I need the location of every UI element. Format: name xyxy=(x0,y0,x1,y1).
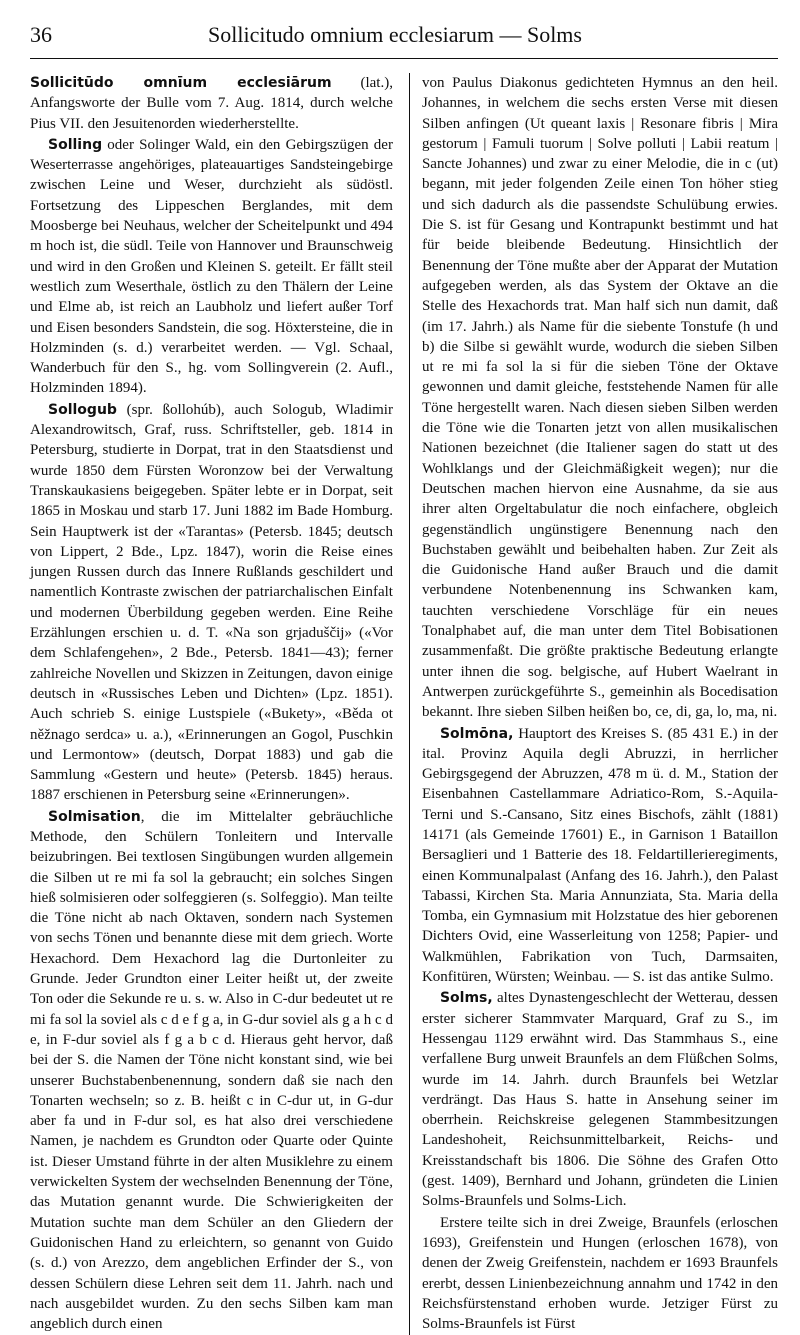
entry-headword: Solling xyxy=(48,136,103,153)
page-number: 36 xyxy=(30,22,52,47)
dictionary-entry xyxy=(30,135,393,399)
running-title: Sollicitudo omnium ecclesiarum — Solms xyxy=(208,22,582,47)
entry-headword: Solmisation xyxy=(48,808,141,825)
page-header xyxy=(30,22,778,59)
right-column xyxy=(409,73,778,1335)
dictionary-entry xyxy=(422,988,778,1211)
entry-text: Erstere teilte sich in drei Zweige, Braunfels (erloschen 1693), Greifenstein und Hungen (erloschen 1678), von denen der Zweig Greifenstein, nachdem er 1693 Braunfels ererbt, dessen Linienbezeichnung annahm und 1742 in den Reichsfürstenstand erhoben wurde. Jetziger Fürst zu Solms-Braunfels ist Fürst xyxy=(421,1214,778,1333)
entry-text: , die im Mittelalter gebräuchliche Methode, den Schülern Tonleitern und Intervalle beizubringen. Bei textlosen Singübungen wurden allgemein die Silben ut re mi fa sol la gebraucht; ein solches Singen hieß solmisieren oder solfeggieren (s. Solfeggio). Man teilte die Töne nicht ab nach Oktaven, sondern nach Systemen von sechs Tönen und benannte diese mit dem griech. Worte Hexachord. Dem Hexachord lag die Durtonleiter zu Grunde. Jeder Grundton einer Leiter heißt ut, der zweite Ton oder die Sekunde re u. s. w. Also in C-dur bedeutet ut re mi fa sol la soviel als c d e f g a, in G-dur soviel als g a h c d e, in F-dur soviel als f g a b c d. Hieraus geht hervor, daß bei der S. die Namen der Töne nicht konstant sind, wie bei unserer Buchstabenbenennung, sondern daß sie nach den Tonarten wechseln; so z. B. heißt c in C-dur ut, in G-dur aber fa und in F-dur sol, es hat also drei verschiedene Namen, je nachdem es Grundton oder Quarte oder Quinte ist. Dieser Umstand führte in der alten Musiklehre zu einem verwickelten System der wechselnden Benennung der Töne, das Mutation genannt wurde. Die Schwierigkeiten der Mutation suchte man dem Schüler an den Gliedern der Guidonischen Hand zu erleichtern, so genannt von Guido (s. d.) von Arezzo, dem angeblichen Erfinder der S., von dessen Schülern diese Lehren seit dem 11. Jahrh. nach und nach ausgebildet wurden. Zu den sechs Silben kam man angeblich durch einen xyxy=(30,808,393,1333)
dictionary-entry xyxy=(30,400,393,806)
entry-headword: Sollicitūdo omnīum ecclesiārum xyxy=(30,75,332,91)
continued-entry xyxy=(422,73,778,723)
entry-text: oder Solinger Wald, ein den Gebirgszügen der Weserterrasse angehöriges, plateauartiges Sandsteingebirge zwischen Leine und Weser, durchzieht als südöstl. Fortsetzung des Lippeschen Berglandes, mit dem Moosberge bei Neuhaus, welcher der Scheitelpunkt und 494 m hoch ist, die südl. Teile von Hannover und Braunschweig und wird in den Großen und Kleinen S. geteilt. Er fällt steil westlich zum Weserthale, östlich zu den Thälern der Leine und Elme ab, ist reich an Laubholz und liefert außer Torf und Eisen besonders Sandstein, die sog. Höxtersteine, die in Holzminden (s. d.) verarbeitet werden. — Vgl. Schaal, Wanderbuch für den S., hg. vom Sollingverein (2. Aufl., Holzminden 1894). xyxy=(30,136,393,397)
entry-headword: Solmōna, xyxy=(439,725,514,742)
entry-text: (spr. ßollohúb), auch Sologub, Wladimir Alexandrowitsch, Graf, russ. Schriftsteller, geb. 1814 in Petersburg, studierte in Dorpat, trat in den Staatsdienst und wurde 1850 dem Fürsten Woronzow bei der Verwaltung Transkaukasiens beigegeben. Später lebte er in Dorpat, seit 1865 in Moskau und starb 17. Juni 1882 im Bade Homburg. Sein Hauptwerk ist der «Tarantas» (Petersb. 1845; deutsch von Lippert, 2 Bde., Lpz. 1847), worin die Reise eines jungen Russen durch das Innere Rußlands geschildert und namentlich Kontraste zwischen der patriarchalischen Einfalt und modernen Überbildung gegeben werden. Eine Reihe Erzählungen erschien u. d. T. «Na son grjaduščij» («Vor dem Schlafengehen», 2 Bde., Petersb. 1841—43); ferner zahlreiche Novellen und Skizzen in Zeitungen, davon einige deutsch in «Russisches Leben und Dichten» (Lpz. 1851). Auch schrieb S. einige Lustspiele («Bukety», «Běda ot něžnago serdca» u. a.), «Erinnerungen an Gogol, Puschkin und Lermontow» (deutsch, Dorpat 1883) und gab die Sammlung «Gestern und heute» (Petersb. 1845) heraus. 1887 erschienen in Petersburg seine «Erinnerungen». xyxy=(30,401,393,804)
dictionary-entry xyxy=(30,807,393,1335)
entry-headword: Solms, xyxy=(439,990,493,1007)
entry-text: von Paulus Diakonus gedichteten Hymnus an den heil. Johannes, in welchem die sechs ersten Verse mit diesen Silben anfingen (Ut queant laxis | Resonare fibris | Mira gestorum | Famuli tuorum | Solve polluti | Labii reatum | Sancte Johannes) und zwar zu einer Melodie, die in c (ut) begann, mit jeder folgenden Zeile einen Ton höher stieg und sich dadurch als die passendste Schulübung erwies. Die S. ist für Gesang und Kontrapunkt bestimmt und hat für beide bleibende Bedeutung. Hinsichtlich der Benennung der Töne mußte aber der Apparat der Mutation aufgegeben werden, als das System der Oktave an die Stelle des Hexachords trat. Man half sich nun damit, daß (im 17. Jahrh.) als Name für die siebente Tonstufe (h und b) die Silbe si gewählt wurde, wodurch die sieben Silben ut re mi fa sol la si für die sieben Töne der Oktave gewonnen und damit gleiche, feststehende Namen für alle Töne hergestellt waren. Nach diesen sieben Silben werden die Töne wie die Tonarten jetzt von allen musikalischen Nationen bezeichnet (die Italiener sagen do statt ut des Wohlklangs und der Gleichmäßigkeit wegen); nur die Deutschen machen hiervon eine Ausnahme, da sie aus ihrer alten Orgeltabulatur die noch einfachere, obgleich gegenständlich ungünstigere Benennung nach den Buchstaben gewählt und beibehalten haben. Zur Zeit als die Guidonische Hand außer Brauch und die damit verbundene Notenbenennung ins Schwanken kam, tauchten verschiedene Vorschläge für ein neues Tonalphabet auf, die man unter dem Titel Bobisationen zusammenfaßt. Die größte praktische Bedeutung erlangte unter ihnen die sog. belgische, auf Hubert Waelrant in Antwerpen zurückgeführte S., gemeinhin als Bocedisation bekannt. Ihre sieben Silben heißen bo, ce, di, ga, lo, ma, ni. xyxy=(421,75,778,721)
entry-text: (lat.), Anfangsworte der Bulle vom 7. Aug. 1814, durch welche Pius VII. den Jesuitenorden wiederherstellte. xyxy=(30,75,393,132)
left-column xyxy=(30,73,393,1335)
dictionary-entry xyxy=(422,1213,778,1335)
entry-text: altes Dynastengeschlecht der Wetterau, dessen erster sicherer Stammvater Marquard, Graf zu S., im Hessengau 1129 erwähnt wird. Das Stammhaus S., eine verfallene Burg unweit Braunfels an dem Flüßchen Solms, wurde im 14. Jahrh. durch Braunfels bei Wetzlar verdrängt. Das Haus S. hatte in Ansehung seiner im oberrhein. Reichskreise gelegenen Stammbesitzungen Landeshoheit, Reichsunmittelbarkeit, Reichs- und Kreisstandschaft bis 1806. Die Söhne des Grafen Otto (gest. 1409), Bernhard und Johann, gründeten die Linien Solms-Braunfels und Solms-Lich. xyxy=(421,990,778,1210)
entry-text: Hauptort des Kreises S. (85 431 E.) in der ital. Provinz Aquila degli Abruzzi, in herrlicher Gebirgsgegend der Abruzzen, 478 m ü. d. M., Station der Eisenbahnen Castellammare Adriatico-Rom, S.-Aquila-Terni und S.-Cansano, Sitz eines Bischofs, zählt (1881) 14171 (als Gemeinde 17601) E., in Garnison 1 Bataillon Bersaglieri und 1 Batterie des 18. Feldartillerieregiments, einen Kommunalpalast (Anfang des 16. Jahrh.), den Palast Tabassi, Kirchen Sta. Maria Annunziata, Sta. Maria della Tomba, ein Gymnasium mit Holzstatue des hier geborenen Dichters Ovid, eine Wasserleitung von 1258; Papier- und Walkmühlen, Fabrikation von Tuch, Darmsaiten, Konfitüren, Würsten; Weinbau. — S. ist das antike Sulmo. xyxy=(421,725,778,986)
dictionary-entry xyxy=(422,724,778,988)
text-columns xyxy=(30,73,778,1335)
entry-headword: Sollogub xyxy=(48,401,117,418)
dictionary-entry xyxy=(30,73,393,134)
